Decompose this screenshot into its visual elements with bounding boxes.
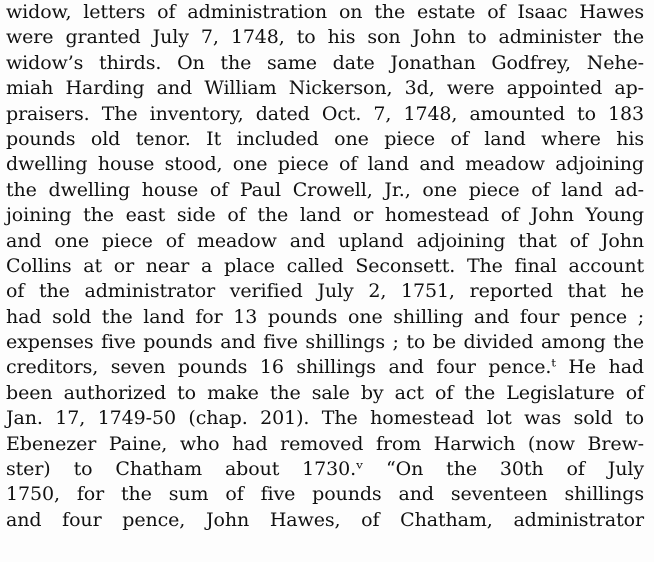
text-line-11: Collins at or near a place called Seconsett. The final account: [6, 254, 644, 277]
text-line-8: the dwelling house of Paul Crowell, Jr., one piece of land ad-: [6, 178, 644, 201]
text-line-19: ster) to Chatham about 1730.ᵛ “On the 30th of July: [6, 458, 644, 481]
text-line-21: and four pence, John Hawes, of Chatham, administrator: [6, 508, 644, 531]
text-line-9: joining the east side of the land or homestead of John Young: [6, 204, 644, 227]
text-line-3: widow’s thirds. On the same date Jonathan Godfrey, Nehe-: [6, 51, 644, 74]
text-line-16: been authorized to make the sale by act of the Legislature of: [6, 381, 644, 404]
text-line-17: Jan. 17, 1749-50 (chap. 201). The homestead lot was sold to: [6, 407, 644, 430]
text-line-5: praisers. The inventory, dated Oct. 7, 1748, amounted to 183: [6, 102, 644, 125]
body-text: [6, 0, 644, 533]
text-line-1: widow, letters of administration on the estate of Isaac Hawes: [6, 1, 644, 23]
text-line-7: dwelling house stood, one piece of land and meadow adjoining: [6, 153, 644, 176]
text-line-18: Ebenezer Paine, who had removed from Harwich (now Brew-: [6, 432, 644, 455]
text-line-13: had sold the land for 13 pounds one shilling and four pence ;: [6, 305, 644, 328]
text-line-14: expenses five pounds and five shillings ; to be divided among the: [6, 331, 644, 354]
text-line-4: miah Harding and William Nickerson, 3d, were appointed ap-: [6, 77, 644, 100]
text-line-12: of the administrator verified July 2, 1751, reported that he: [6, 280, 644, 303]
text-line-6: pounds old tenor. It included one piece of land where his: [6, 127, 644, 150]
text-line-15: creditors, seven pounds 16 shillings and four pence.ᵗ He had: [6, 356, 644, 379]
text-line-2: were granted July 7, 1748, to his son John to administer the: [6, 26, 644, 49]
text-line-20: 1750, for the sum of five pounds and seventeen shillings: [6, 483, 644, 506]
text-line-10: and one piece of meadow and upland adjoining that of John: [6, 229, 644, 252]
